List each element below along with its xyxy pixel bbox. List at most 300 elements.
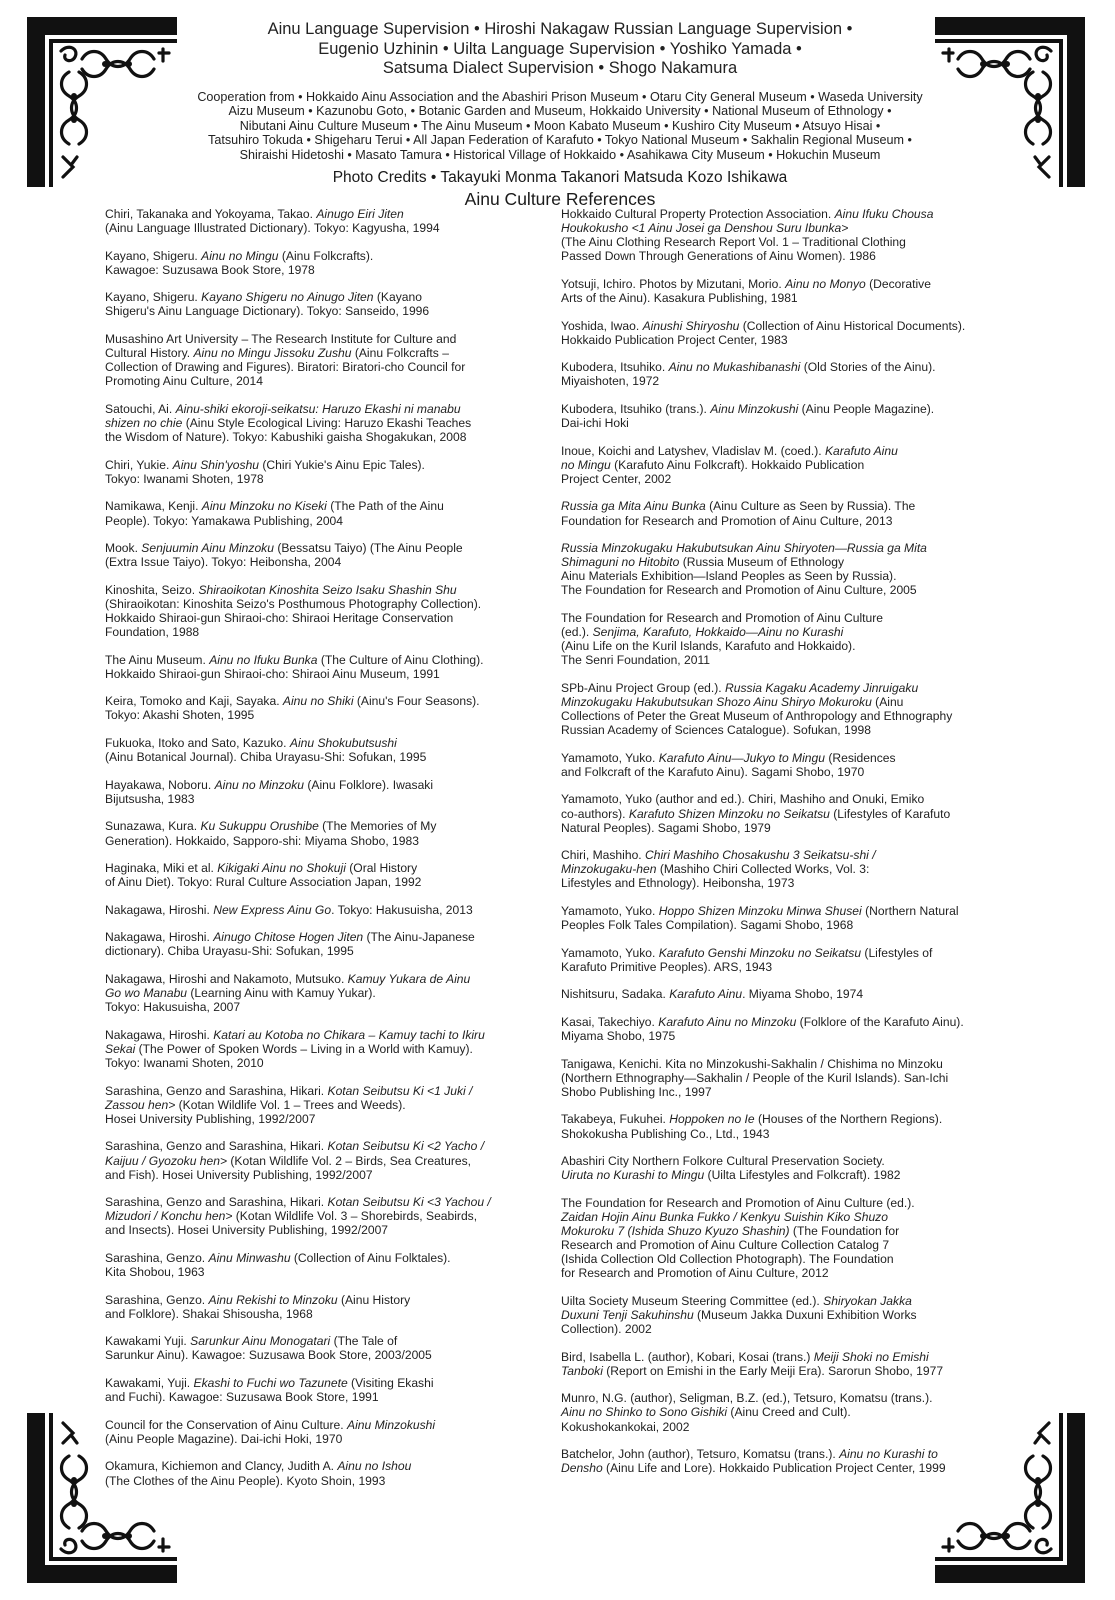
reference-line bbox=[561, 681, 1031, 695]
reference-line bbox=[105, 499, 545, 513]
reference-text: (Ainu History bbox=[337, 1292, 411, 1307]
reference-text: Hokkaido Shiraoi-gun Shiraoi-cho: Shiraoi Heritage Conservation bbox=[105, 610, 454, 625]
reference-text: The Senri Foundation, 2011 bbox=[561, 653, 711, 668]
reference-text: The Foundation for Research and Promotion of Ainu Culture, 2005 bbox=[561, 583, 917, 598]
reference-text: (Report on Emishi in the Early Meiji Era). Sarorun Shobo, 1977 bbox=[602, 1363, 944, 1378]
reference-title-text: Ainu-shiki ekoroji-seikatsu: Haruzo Ekashi ni manabu bbox=[175, 401, 461, 416]
reference-title-text: Zassou hen> bbox=[105, 1097, 176, 1112]
reference-title-text: Karafuto Ainu bbox=[669, 987, 743, 1002]
reference-text: (Ainu's Four Seasons). bbox=[353, 694, 480, 709]
reference-title-text: Shiryokan Jakka bbox=[823, 1293, 912, 1308]
supervision-line: Satsuma Dialect Supervision • Shogo Nakamura bbox=[382, 59, 738, 77]
reference-text: People). Tokyo: Yamakawa Publishing, 2004 bbox=[105, 513, 343, 528]
reference-text: Abashiri City Northern Folkore Cultural Preservation Society. bbox=[561, 1154, 885, 1169]
reference-line bbox=[105, 1418, 545, 1432]
reference-line bbox=[561, 416, 1031, 430]
reference-title-text: Mokuroku 7 (Ishida Shuzo Kyuzo Shashin) bbox=[561, 1223, 790, 1238]
reference-text: (Northern Ethnography—Sakhalin / People of the Kuril Islands). San-Ichi bbox=[561, 1070, 949, 1085]
reference-text: and Fish). Hosei University Publishing, 1992/2007 bbox=[105, 1167, 373, 1182]
reference-text: Sarunkur Ainu). Kawagoe: Suzusawa Book Store, 2003/2005 bbox=[105, 1348, 432, 1363]
reference-title-text: Tanboki bbox=[561, 1363, 603, 1378]
reference-entry bbox=[105, 1084, 545, 1126]
reference-title-text: Sarunkur Ainu Monogatari bbox=[190, 1334, 331, 1349]
references-right-column bbox=[561, 207, 1031, 1489]
reference-line bbox=[561, 904, 1031, 918]
reference-line bbox=[561, 1266, 1031, 1280]
reference-line bbox=[561, 277, 1031, 291]
reference-text: Chiri, Mashiho. bbox=[561, 848, 646, 863]
reference-text: Kawakami Yuji. bbox=[105, 1334, 191, 1349]
reference-text: (Ainu People Magazine). bbox=[798, 401, 935, 416]
reference-line bbox=[561, 583, 1031, 597]
reference-text: (Ainu Style Ecological Living: Haruzo Ekashi Teaches bbox=[182, 416, 472, 431]
reference-line bbox=[561, 374, 1031, 388]
reference-title-text: Ainu no Mukashibanashi bbox=[668, 360, 801, 375]
reference-title-text: Karafuto Genshi Minzoku no Seikatsu bbox=[658, 945, 862, 960]
reference-line bbox=[105, 625, 545, 639]
reference-entry bbox=[105, 249, 545, 277]
reference-line bbox=[561, 402, 1031, 416]
reference-title-text: New Express Ainu Go bbox=[213, 902, 332, 917]
reference-line bbox=[105, 597, 545, 611]
reference-line bbox=[561, 221, 1031, 235]
reference-entry bbox=[105, 1028, 545, 1070]
reference-entry bbox=[105, 1418, 545, 1446]
reference-line bbox=[105, 458, 545, 472]
reference-title-text: Zaidan Hojin Ainu Bunka Fukko / Kenkyu Suishin Kiko Shuzo bbox=[561, 1209, 888, 1224]
reference-line bbox=[105, 1265, 545, 1279]
reference-line bbox=[105, 290, 545, 304]
reference-text: Tokyo: Akashi Shoten, 1995 bbox=[105, 708, 255, 723]
reference-line bbox=[105, 1209, 545, 1223]
reference-text: (The Path of the Ainu bbox=[326, 499, 444, 514]
reference-line bbox=[105, 1474, 545, 1488]
reference-text: (Ainu Language Illustrated Dictionary). Tokyo: Kagyusha, 1994 bbox=[105, 221, 440, 236]
reference-text: Shokokusha Publishing Co., Ltd., 1943 bbox=[561, 1126, 770, 1141]
reference-text: Yamamoto, Yuko. bbox=[561, 903, 659, 918]
reference-line bbox=[105, 819, 545, 833]
reference-title-text: Hoppo Shizen Minzoku Minwa Shusei bbox=[658, 903, 862, 918]
reference-title-text: Kikigaki Ainu no Shokuji bbox=[217, 861, 346, 876]
reference-line bbox=[561, 918, 1031, 932]
reference-line bbox=[561, 876, 1031, 890]
reference-line bbox=[105, 360, 545, 374]
reference-text: Hokkaido Cultural Property Protection Association. bbox=[561, 207, 835, 221]
reference-line bbox=[105, 611, 545, 625]
reference-title-text: Sekai bbox=[105, 1041, 136, 1056]
reference-entry bbox=[105, 1251, 545, 1279]
reference-entry bbox=[105, 1195, 545, 1237]
reference-line bbox=[105, 1042, 545, 1056]
cooperation-line: Tatsuhiro Tokuda • Shigeharu Terui • All Japan Federation of Karafuto • Tokyo National Museum • Sakhalin Regional Museum • bbox=[208, 133, 912, 148]
reference-line bbox=[105, 1056, 545, 1070]
reference-title-text: Chiri Mashiho Chosakushu 3 Seikatsu-shi / bbox=[645, 848, 876, 863]
reference-title-text: Russia ga Mita Ainu Bunka bbox=[561, 499, 706, 514]
reference-text: (Ainu Folklore). Iwasaki bbox=[304, 777, 434, 792]
reference-text: (The Memories of My bbox=[318, 819, 437, 834]
reference-entry bbox=[105, 972, 545, 1014]
reference-entry bbox=[105, 499, 545, 527]
reference-line bbox=[561, 1405, 1031, 1419]
reference-entry bbox=[561, 946, 1031, 974]
reference-text: (Collection of Ainu Historical Documents). bbox=[739, 318, 966, 333]
credits-header bbox=[95, 20, 1025, 209]
reference-entry bbox=[105, 458, 545, 486]
reference-line bbox=[561, 1057, 1031, 1071]
reference-title-text: Ainu Minwashu bbox=[208, 1250, 291, 1265]
reference-text: Ainu Materials Exhibition—Island Peoples as Seen by Russia). bbox=[561, 569, 897, 584]
reference-text: and Insects). Hosei University Publishing, 1992/2007 bbox=[105, 1223, 389, 1238]
reference-line bbox=[105, 1307, 545, 1321]
reference-text: Sarashina, Genzo and Sarashina, Hikari. bbox=[105, 1083, 328, 1098]
reference-line bbox=[561, 848, 1031, 862]
reference-line bbox=[105, 1112, 545, 1126]
reference-line bbox=[105, 555, 545, 569]
reference-entry bbox=[561, 1447, 1031, 1475]
reference-line bbox=[561, 235, 1031, 249]
reference-text: Fukuoka, Itoko and Sato, Kazuko. bbox=[105, 736, 290, 751]
reference-text: (The Power of Spoken Words – Living in a World with Kamuy). bbox=[135, 1041, 473, 1056]
reference-line bbox=[561, 987, 1031, 1001]
reference-text: (Mashiho Chiri Collected Works, Vol. 3: bbox=[656, 862, 870, 877]
reference-line bbox=[105, 653, 545, 667]
reference-text: Dai-ichi Hoki bbox=[561, 416, 629, 431]
cooperation-line: Shiraishi Hidetoshi • Masato Tamura • Historical Village of Hokkaido • Asahikawa City Museum • Hokuchin Museum bbox=[239, 147, 881, 162]
cooperation-block bbox=[95, 90, 1025, 163]
reference-text: (Ainu Life on the Kuril Islands, Karafuto and Hokkaido). bbox=[561, 639, 856, 654]
reference-text: Foundation, 1988 bbox=[105, 625, 200, 640]
reference-text: Council for the Conservation of Ainu Culture. bbox=[105, 1417, 348, 1432]
reference-line bbox=[105, 1459, 545, 1473]
reference-line bbox=[105, 416, 545, 430]
reference-title-text: Karafuto Ainu no Minzoku bbox=[658, 1014, 797, 1029]
reference-text: Mook. bbox=[105, 541, 142, 556]
reference-line bbox=[561, 723, 1031, 737]
reference-title-text: Ainu Minzokushi bbox=[710, 401, 799, 416]
reference-text: (The Clothes of the Ainu People). Kyoto Shoin, 1993 bbox=[105, 1473, 386, 1488]
reference-text: Miyama Shobo, 1975 bbox=[561, 1029, 676, 1044]
reference-text: Hokkaido Publication Project Center, 1983 bbox=[561, 332, 788, 347]
reference-text: Kinoshita, Seizo. bbox=[105, 582, 199, 597]
reference-line bbox=[105, 875, 545, 889]
reference-text: (Folklore of the Karafuto Ainu). bbox=[796, 1014, 964, 1029]
reference-title-text: Densho bbox=[561, 1461, 603, 1476]
reference-text: and Folkcraft of the Karafuto Ainu). Sagami Shobo, 1970 bbox=[561, 764, 865, 779]
reference-line bbox=[105, 972, 545, 986]
reference-title-text: Kayano Shigeru no Ainugo Jiten bbox=[201, 290, 374, 305]
reference-text: Bird, Isabella L. (author), Kobari, Kosai (trans.) bbox=[561, 1349, 814, 1364]
reference-entry bbox=[561, 402, 1031, 430]
reference-line bbox=[105, 750, 545, 764]
reference-title-text: Ainu no Mingu bbox=[201, 248, 279, 263]
reference-entry bbox=[105, 541, 545, 569]
reference-text: Keira, Tomoko and Kaji, Sayaka. bbox=[105, 694, 283, 709]
reference-title-text: Karafuto Ainu—Jukyo to Mingu bbox=[658, 750, 825, 765]
reference-text: Yamamoto, Yuko. bbox=[561, 750, 659, 765]
supervision-line: Ainu Language Supervision • Hiroshi Nakagaw Russian Language Supervision • bbox=[267, 20, 853, 38]
reference-text: (Ainu Folkcrafts). bbox=[278, 248, 374, 263]
reference-entry bbox=[105, 1139, 545, 1181]
reference-text: (Old Stories of the Ainu). bbox=[800, 360, 936, 375]
reference-text: Nakagawa, Hiroshi. bbox=[105, 1027, 214, 1042]
reference-title-text: Karafuto Ainu bbox=[824, 443, 898, 458]
reference-text: (Kayano bbox=[373, 290, 422, 305]
reference-entry bbox=[561, 207, 1031, 263]
reference-text: dictionary). Chiba Urayasu-Shi: Sofukan, 1995 bbox=[105, 944, 354, 959]
reference-entry bbox=[561, 1112, 1031, 1140]
reference-line bbox=[561, 1029, 1031, 1043]
reference-line bbox=[561, 555, 1031, 569]
reference-title-text: Ainu no Monyo bbox=[785, 276, 866, 291]
reference-line bbox=[561, 319, 1031, 333]
reference-text: Munro, N.G. (author), Seligman, B.Z. (ed.), Tetsuro, Komatsu (trans.). bbox=[561, 1391, 933, 1406]
reference-text: (Museum Jakka Duxuni Exhibition Works bbox=[693, 1307, 917, 1322]
reference-text: Collections of Peter the Great Museum of Anthropology and Ethnography bbox=[561, 709, 953, 724]
reference-line bbox=[561, 1294, 1031, 1308]
reference-text: Karafuto Primitive Peoples). ARS, 1943 bbox=[561, 959, 773, 974]
reference-text: (Ainu Botanical Journal). Chiba Urayasu-Shi: Sofukan, 1995 bbox=[105, 750, 427, 765]
reference-text: Nakagawa, Hiroshi. bbox=[105, 930, 214, 945]
reference-entry bbox=[105, 1459, 545, 1487]
reference-line bbox=[105, 944, 545, 958]
reference-line bbox=[105, 1168, 545, 1182]
reference-text: The Foundation for Research and Promotion of Ainu Culture bbox=[561, 610, 884, 625]
reference-title-text: Ainu Minzoku no Kiseki bbox=[201, 499, 327, 514]
reference-line bbox=[105, 1028, 545, 1042]
reference-line bbox=[561, 499, 1031, 513]
reference-title-text: Uiruta no Kurashi to Mingu bbox=[561, 1168, 705, 1183]
reference-entry bbox=[561, 1154, 1031, 1182]
reference-line bbox=[561, 1015, 1031, 1029]
reference-text: Tokyo: Iwanami Shoten, 2010 bbox=[105, 1056, 264, 1071]
reference-title-text: Ainu Ifuku Chousa bbox=[834, 207, 934, 221]
reference-line bbox=[105, 1139, 545, 1153]
reference-text: Natural Peoples). Sagami Shobo, 1979 bbox=[561, 820, 771, 835]
reference-title-text: Go wo Manabu bbox=[105, 986, 188, 1001]
reference-text: Shigeru's Ainu Language Dictionary). Tokyo: Sanseido, 1996 bbox=[105, 304, 430, 319]
reference-entry bbox=[561, 1057, 1031, 1099]
reference-text: (Uilta Lifestyles and Folkcraft). 1982 bbox=[704, 1168, 901, 1183]
reference-line bbox=[561, 360, 1031, 374]
reference-text: (The Ainu Clothing Research Report Vol. 1 – Traditional Clothing bbox=[561, 235, 906, 250]
reference-title-text: Ku Sukuppu Orushibe bbox=[200, 819, 319, 834]
reference-title-text: Minzokugaku-hen bbox=[561, 862, 657, 877]
reference-title-text: Ainushi Shiryoshu bbox=[642, 318, 740, 333]
reference-text: (Ainu Culture as Seen by Russia). The bbox=[705, 499, 916, 514]
reference-text: Collection). 2002 bbox=[561, 1322, 652, 1337]
reference-entry bbox=[105, 402, 545, 444]
reference-line bbox=[561, 1364, 1031, 1378]
reference-text: (Learning Ainu with Kamuy Yukar). bbox=[187, 986, 376, 1001]
reference-line bbox=[105, 1376, 545, 1390]
reference-text: (Karafuto Ainu Folkcraft). Hokkaido Publication bbox=[610, 457, 865, 472]
reference-text: Kayano, Shigeru. bbox=[105, 248, 202, 263]
reference-text: (Visiting Ekashi bbox=[347, 1376, 434, 1391]
reference-line bbox=[561, 333, 1031, 347]
reference-line bbox=[561, 960, 1031, 974]
reference-line bbox=[561, 1196, 1031, 1210]
reference-text: Nishitsuru, Sadaka. bbox=[561, 987, 670, 1002]
reference-text: (Ainu Creed and Cult). bbox=[727, 1405, 851, 1420]
reference-line bbox=[105, 374, 545, 388]
reference-entry bbox=[561, 904, 1031, 932]
reference-line bbox=[561, 862, 1031, 876]
reference-line bbox=[105, 221, 545, 235]
reference-text: (Bessatsu Taiyo) (The Ainu People bbox=[273, 541, 463, 556]
reference-line bbox=[561, 1238, 1031, 1252]
reference-text: Project Center, 2002 bbox=[561, 471, 672, 486]
reference-text: Sarashina, Genzo. bbox=[105, 1292, 209, 1307]
reference-text: Kasai, Takechiyo. bbox=[561, 1014, 659, 1029]
reference-title-text: no Mingu bbox=[561, 457, 611, 472]
reference-line bbox=[105, 930, 545, 944]
cooperation-line: Cooperation from • Hokkaido Ainu Association and the Abashiri Prison Museum • Otaru City General Museum • Waseda University bbox=[197, 89, 923, 104]
reference-entry bbox=[561, 277, 1031, 305]
reference-text: (Houses of the Northern Regions). bbox=[754, 1112, 943, 1127]
reference-line bbox=[105, 708, 545, 722]
reference-text: Chiri, Yukie. bbox=[105, 457, 173, 472]
reference-title-text: Ainugo Chitose Hogen Jiten bbox=[213, 930, 364, 945]
reference-line bbox=[105, 1251, 545, 1265]
reference-text: Satouchi, Ai. bbox=[105, 401, 176, 416]
reference-text: Bijutsusha, 1983 bbox=[105, 791, 195, 806]
reference-line bbox=[561, 1071, 1031, 1085]
reference-entry bbox=[561, 1391, 1031, 1433]
reference-text: (The Ainu-Japanese bbox=[363, 930, 475, 945]
reference-line bbox=[561, 821, 1031, 835]
reference-line bbox=[105, 304, 545, 318]
reference-line bbox=[561, 472, 1031, 486]
reference-line bbox=[561, 514, 1031, 528]
reference-line bbox=[105, 346, 545, 360]
reference-text: Russian Academy of Sciences Catalogue). Sofukan, 1998 bbox=[561, 723, 871, 738]
reference-text: (The Tale of bbox=[330, 1334, 398, 1349]
reference-text: Sarashina, Genzo. bbox=[105, 1250, 209, 1265]
reference-text: Kubodera, Itsuhiko (trans.). bbox=[561, 401, 711, 416]
reference-title-text: Minzokugaku Hakubutsukan Shozo Ainu Shiryo Mokuroku bbox=[561, 694, 872, 709]
reference-text: Nakagawa, Hiroshi and Nakamoto, Mutsuko. bbox=[105, 972, 348, 987]
reference-line bbox=[105, 792, 545, 806]
reference-text: Foundation for Research and Promotion of Ainu Culture, 2013 bbox=[561, 513, 893, 528]
reference-text: Kubodera, Itsuhiko. bbox=[561, 360, 669, 375]
reference-title-text: Kaijuu / Gyozoku hen> bbox=[105, 1153, 228, 1168]
reference-text: (The Foundation for bbox=[789, 1223, 900, 1238]
reference-text: Okamura, Kichiemon and Clancy, Judith A. bbox=[105, 1459, 338, 1474]
reference-line bbox=[105, 263, 545, 277]
reference-line bbox=[561, 1168, 1031, 1182]
reference-entry bbox=[561, 611, 1031, 667]
reference-text: (Lifestyles of bbox=[861, 945, 933, 960]
reference-text: (Ainu Life and Lore). Hokkaido Publication Project Center, 1999 bbox=[602, 1461, 946, 1476]
reference-line bbox=[561, 1461, 1031, 1475]
reference-text: Kita Shobou, 1963 bbox=[105, 1265, 205, 1280]
reference-line bbox=[105, 1084, 545, 1098]
reference-text: the Wisdom of Nature). Tokyo: Kabushiki gaisha Shogakukan, 2008 bbox=[105, 430, 467, 445]
reference-line bbox=[561, 249, 1031, 263]
reference-text: (Ainu People Magazine). Dai-ichi Hoki, 1970 bbox=[105, 1431, 343, 1446]
reference-text: Sarashina, Genzo and Sarashina, Hikari. bbox=[105, 1139, 328, 1154]
reference-text: Kawakami, Yuji. bbox=[105, 1376, 194, 1391]
reference-text: Research and Promotion of Ainu Culture Collection Catalog 7 bbox=[561, 1238, 890, 1253]
reference-title-text: Kotan Seibutsu Ki <2 Yacho / bbox=[327, 1139, 485, 1154]
reference-text: (Ainu Folkcrafts – bbox=[351, 346, 449, 361]
reference-line bbox=[105, 207, 545, 221]
reference-text: Musashino Art University – The Research Institute for Culture and bbox=[105, 332, 457, 347]
reference-text: (Kotan Wildlife Vol. 1 – Trees and Weeds). bbox=[175, 1097, 406, 1112]
reference-line bbox=[561, 751, 1031, 765]
reference-entry bbox=[561, 1350, 1031, 1378]
reference-line bbox=[105, 1334, 545, 1348]
reference-entry bbox=[105, 778, 545, 806]
reference-title-text: Hoppoken no Ie bbox=[669, 1112, 755, 1127]
reference-line bbox=[105, 667, 545, 681]
reference-title-text: Meiji Shoki no Emishi bbox=[813, 1349, 929, 1364]
reference-text: Miyaishoten, 1972 bbox=[561, 374, 660, 389]
reference-title-text: Ainugo Eiri Jiten bbox=[316, 207, 404, 221]
reference-line bbox=[561, 1447, 1031, 1461]
reference-text: Namikawa, Kenji. bbox=[105, 499, 202, 514]
reference-entry bbox=[561, 792, 1031, 834]
reference-title-text: shizen no chie bbox=[105, 416, 183, 431]
reference-line bbox=[105, 1348, 545, 1362]
reference-text: (Ainu bbox=[871, 694, 904, 709]
reference-line bbox=[561, 1154, 1031, 1168]
reference-title-text: Ainu Shin'yoshu bbox=[172, 457, 260, 472]
reference-text: Sarashina, Genzo and Sarashina, Hikari. bbox=[105, 1195, 328, 1210]
reference-line bbox=[561, 792, 1031, 806]
reference-text: Batchelor, John (author), Tetsuro, Komatsu (trans.). bbox=[561, 1447, 840, 1462]
reference-title-text: Ekashi to Fuchi wo Tazunete bbox=[193, 1376, 348, 1391]
reference-line bbox=[561, 1252, 1031, 1266]
reference-text: (Northern Natural bbox=[861, 903, 959, 918]
reference-entry bbox=[105, 903, 545, 917]
reference-text: Yamamoto, Yuko. bbox=[561, 945, 659, 960]
cooperation-line: Aizu Museum • Kazunobu Goto, • Botanic Garden and Museum, Hokkaido University • National Museum of Ethnology • bbox=[228, 104, 892, 119]
reference-line bbox=[105, 736, 545, 750]
reference-entry bbox=[105, 736, 545, 764]
reference-text: (Ishida Collection Old Collection Photograph). The Foundation bbox=[561, 1252, 894, 1267]
reference-entry bbox=[105, 1293, 545, 1321]
reference-text: Tokyo: Iwanami Shoten, 1978 bbox=[105, 471, 264, 486]
reference-title-text: Ainu no Shiki bbox=[282, 694, 354, 709]
reference-text: (Kotan Wildlife Vol. 2 – Birds, Sea Creatures, bbox=[227, 1153, 472, 1168]
reference-text: and Folklore). Shakai Shisousha, 1968 bbox=[105, 1306, 313, 1321]
reference-line bbox=[105, 1432, 545, 1446]
reference-entry bbox=[105, 653, 545, 681]
reference-entry bbox=[105, 694, 545, 722]
reference-title-text: Ainu Minzokushi bbox=[347, 1417, 436, 1432]
reference-entry bbox=[561, 987, 1031, 1001]
reference-title-text: Ainu no Kurashi to bbox=[839, 1447, 938, 1462]
reference-line bbox=[561, 639, 1031, 653]
reference-title-text: Ainu no Shinko to Sono Gishiki bbox=[561, 1405, 728, 1420]
reference-line bbox=[561, 1127, 1031, 1141]
reference-text: Haginaka, Miki et al. bbox=[105, 861, 218, 876]
reference-line bbox=[105, 1223, 545, 1237]
reference-line bbox=[561, 1210, 1031, 1224]
references-title: Ainu Culture References bbox=[464, 189, 656, 210]
reference-text: Peoples Folk Tales Compilation). Sagami Shobo, 1968 bbox=[561, 918, 854, 933]
reference-text: The Ainu Museum. bbox=[105, 652, 210, 667]
reference-text: Yoshida, Iwao. bbox=[561, 318, 643, 333]
reference-title-text: Senjima, Karafuto, Hokkaido—Ainu no Kurashi bbox=[592, 625, 844, 640]
reference-text: Generation). Hokkaido, Sapporo-shi: Miyama Shobo, 1983 bbox=[105, 833, 419, 848]
reference-text: SPb-Ainu Project Group (ed.). bbox=[561, 680, 726, 695]
reference-title-text: Ainu no Minzoku bbox=[214, 777, 304, 792]
reference-entry bbox=[105, 1376, 545, 1404]
reference-entry bbox=[561, 848, 1031, 890]
reference-text: Takabeya, Fukuhei. bbox=[561, 1112, 670, 1127]
